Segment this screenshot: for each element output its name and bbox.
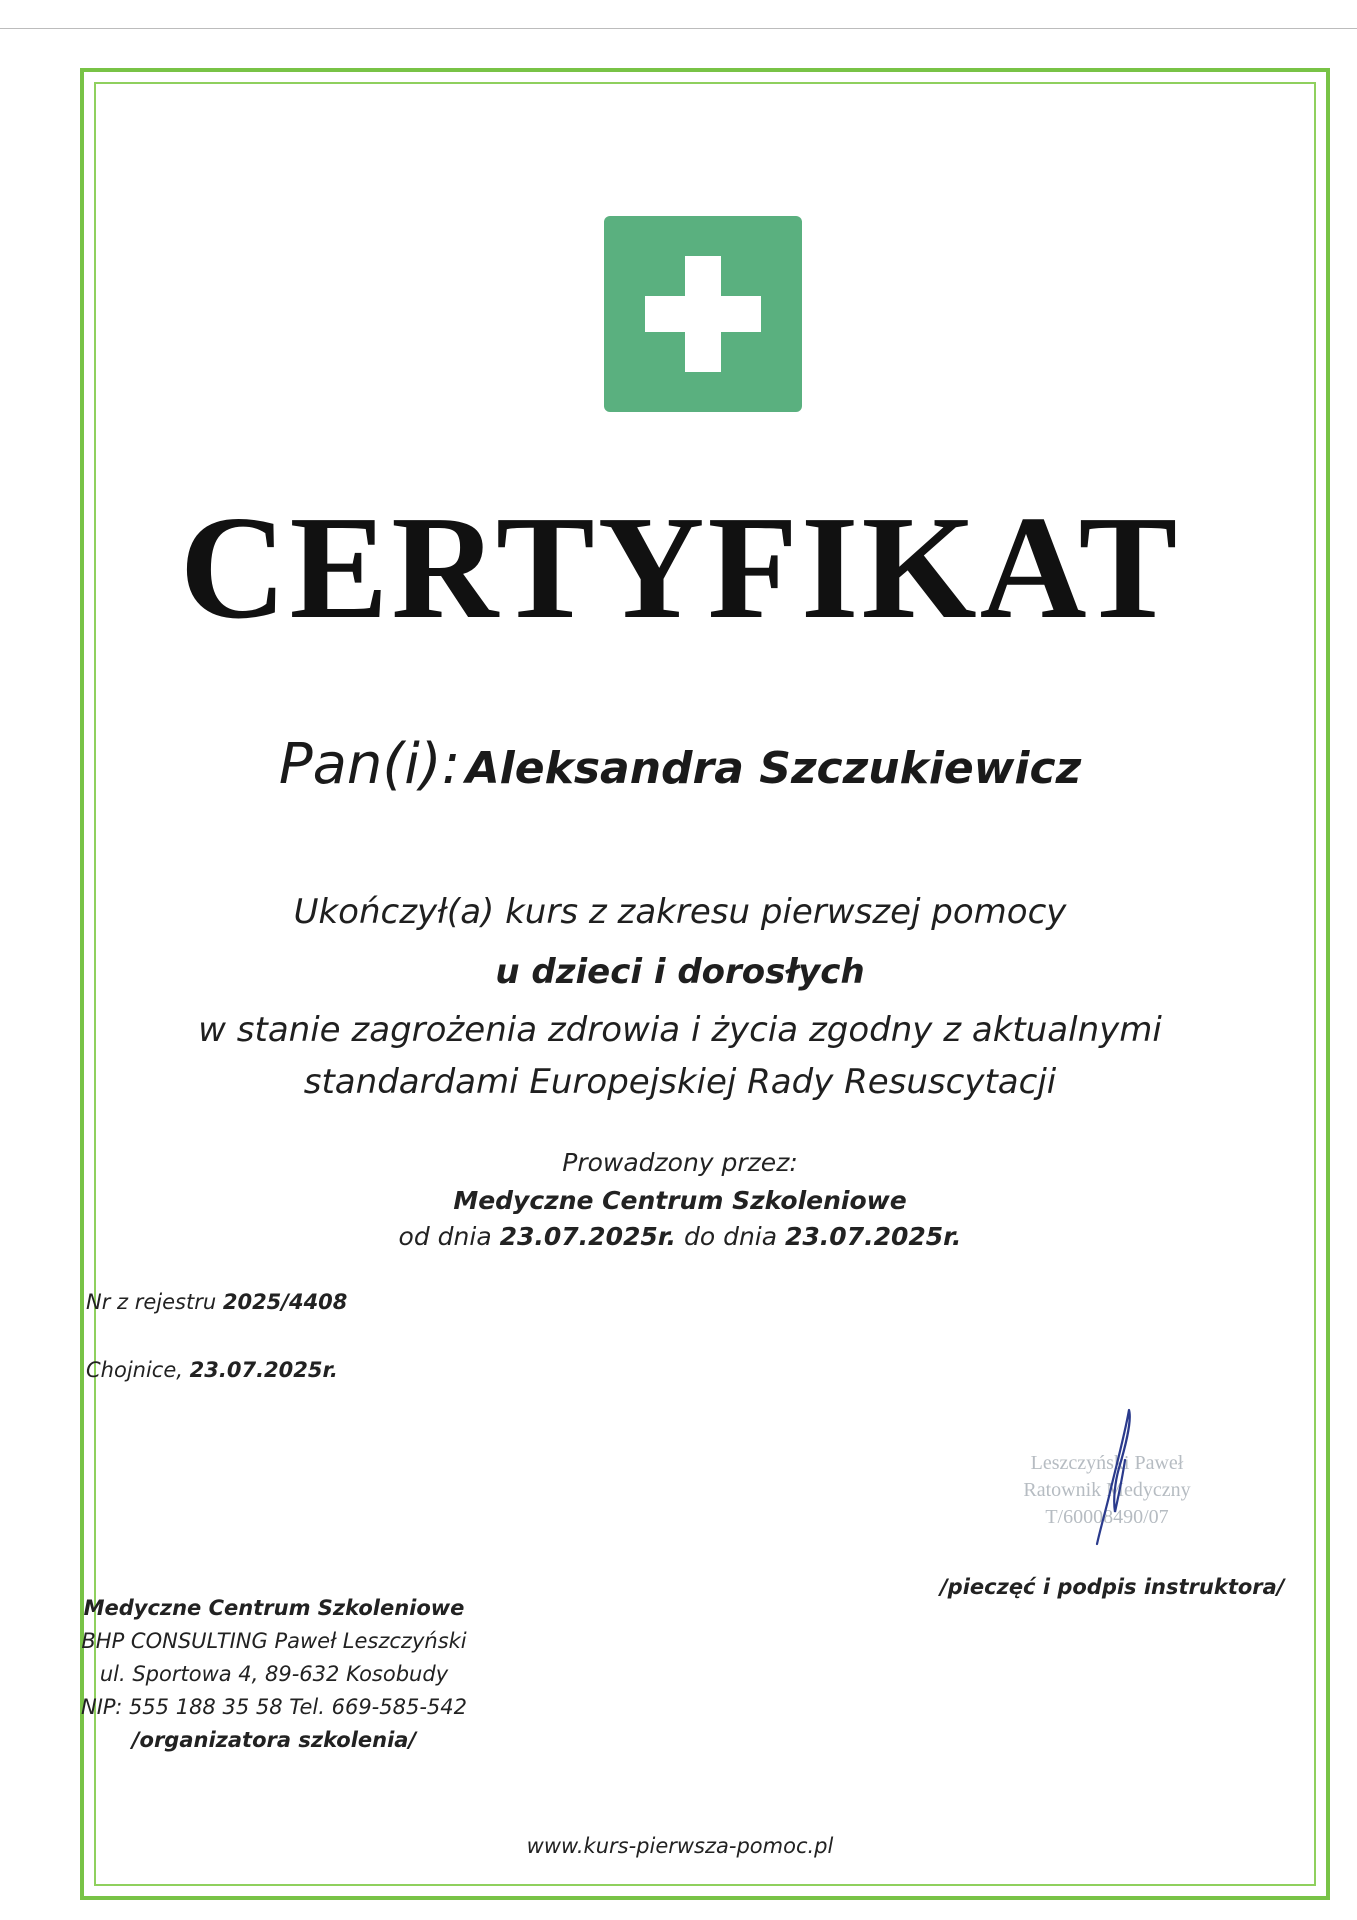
recipient-name: Aleksandra Szczukiewicz	[465, 743, 1082, 794]
course-line-3: w stanie zagrożenia zdrowia i życia zgodny z aktualnymi	[198, 1010, 1162, 1050]
to-date: 23.07.2025r.	[785, 1222, 962, 1251]
website-url: www.kurs-pierwsza-pomoc.pl	[526, 1834, 834, 1858]
registry-label: Nr z rejestru	[86, 1290, 217, 1314]
certificate-title: CERTYFIKAT	[179, 486, 1181, 650]
place-name: Chojnice,	[86, 1358, 183, 1382]
first-aid-cross-icon	[604, 216, 802, 412]
cross-horizontal-bar	[645, 296, 761, 332]
course-line-2: u dzieci i dorosłych	[495, 952, 865, 992]
stamp-line-1: Leszczyński Paweł	[1030, 1452, 1184, 1474]
registry-number	[86, 1290, 347, 1314]
place-date	[86, 1358, 338, 1382]
recipient-line	[200, 732, 1160, 797]
provider-name: Medyczne Centrum Szkoleniowe	[453, 1186, 907, 1215]
provider-label: Prowadzony przez:	[562, 1148, 798, 1177]
scan-edge-line	[0, 28, 1357, 29]
from-label: od dnia	[398, 1222, 492, 1251]
registry-value: 2025/4408	[222, 1290, 348, 1314]
stamp-line-2: Ratownik Medyczny	[1023, 1479, 1191, 1501]
from-date: 23.07.2025r.	[499, 1222, 677, 1251]
course-line-4: standardami Europejskiej Rady Resuscytacji	[303, 1062, 1057, 1102]
issue-date: 23.07.2025r.	[189, 1358, 338, 1382]
organizer-name: Medyczne Centrum Szkoleniowe	[83, 1596, 465, 1620]
course-line-1: Ukończył(a) kurs z zakresu pierwszej pomocy	[293, 892, 1067, 932]
course-dates	[200, 1222, 1160, 1251]
organizer-company: BHP CONSULTING Paweł Leszczyński	[81, 1629, 467, 1653]
instructor-caption: /pieczęć i podpis instruktora/	[940, 1575, 1285, 1599]
recipient-prefix: Pan(i):	[278, 732, 461, 797]
organizer-contact: NIP: 555 188 35 58 Tel. 669-585-542	[81, 1695, 467, 1719]
stamp-line-3: T/60008490/07	[1045, 1506, 1169, 1528]
organizer-block	[64, 1592, 484, 1757]
organizer-address: ul. Sportowa 4, 89-632 Kosobudy	[99, 1662, 449, 1686]
to-label: do dnia	[683, 1222, 778, 1251]
instructor-signature	[1085, 1408, 1145, 1548]
organizer-caption: /organizatora szkolenia/	[131, 1728, 417, 1752]
